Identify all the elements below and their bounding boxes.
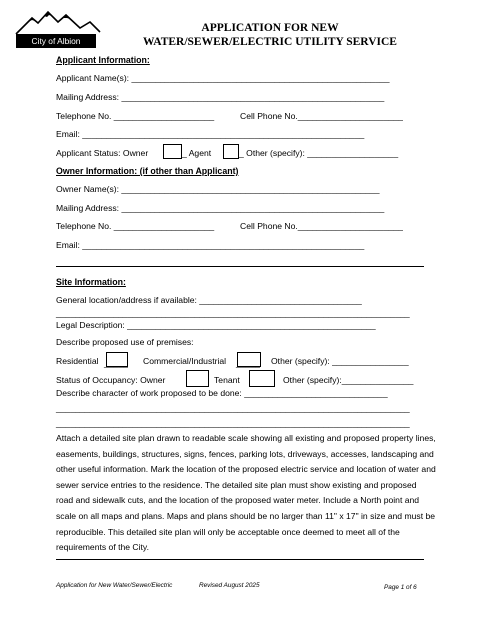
applicant-email-field[interactable]: Email: ___________________________________________________________ [56, 129, 365, 139]
footer-revised: Revised August 2025 [199, 582, 260, 589]
use-label: Describe proposed use of premises: [56, 337, 194, 347]
applicant-mailing-field[interactable]: Mailing Address: _______________________________________________________ [56, 92, 385, 102]
form-title-line1: APPLICATION FOR NEW [201, 22, 339, 34]
work-description-line3[interactable]: __________________________________________________________________________ [56, 418, 410, 428]
residential-label: Residential [56, 356, 99, 366]
owner-mailing-field[interactable]: Mailing Address: _______________________________________________________ [56, 203, 385, 213]
bottom-divider [56, 559, 424, 560]
owner-name-field[interactable]: Owner Name(s): ______________________________________________________ [56, 184, 380, 194]
city-logo-label: City of Albion [16, 34, 96, 48]
occupancy-label: Status of Occupancy: Owner [56, 375, 166, 385]
site-location-field[interactable]: General location/address if available: __________________________________ [56, 295, 362, 305]
status-agent-label: _ Agent [182, 148, 212, 158]
residential-blank: _____ [104, 358, 128, 368]
status-owner-checkbox[interactable] [163, 144, 182, 159]
applicant-heading: Applicant Information: [56, 55, 150, 65]
site-location-line2[interactable]: __________________________________________________________________________ [56, 308, 410, 318]
site-heading: Site Information: [56, 277, 126, 287]
status-agent-checkbox[interactable] [223, 144, 239, 159]
other-use-field[interactable]: Other (specify): ________________ [271, 356, 409, 366]
owner-telephone-field[interactable]: Telephone No. _____________________ [56, 221, 215, 231]
mountain-logo-icon [14, 4, 102, 36]
site-plan-instructions: Attach a detailed site plan drawn to readable scale showing all existing and proposed property lines, easements, buildings, structures, signs, fences, parking lots, driveways, accesses, landscaping and other useful information. Mark the location of the proposed electric service and location of water and sewer service entries to the residence. The detailed site plan must show existing and proposed road and sidewalk cuts, and the location of the proposed water meter. Include a North point and scale on all maps and plans. Maps and plans should be no larger than 11" x 17" in size and must be reproducible. This detailed site plan will only be acceptable once deemed to meet all of the requirements of the City. [56, 433, 436, 553]
tenant-label: Tenant [214, 375, 240, 385]
occupancy-owner-checkbox[interactable] [186, 370, 209, 387]
footer-page-number: Page 1 of 6 [384, 584, 417, 591]
occupancy-tenant-checkbox[interactable] [249, 370, 275, 387]
status-other-field[interactable]: _ Other (specify): ___________________ [239, 148, 399, 158]
footer-form-name: Application for New Water/Sewer/Electric [56, 582, 173, 589]
owner-email-field[interactable]: Email: ___________________________________________________________ [56, 240, 365, 250]
work-description-line2[interactable]: __________________________________________________________________________ [56, 403, 410, 413]
section-divider [56, 266, 424, 267]
applicant-status-label: Applicant Status: Owner [56, 148, 149, 158]
commercial-blank: _____ [236, 358, 260, 368]
site-legal-field[interactable]: Legal Description: ____________________________________________________ [56, 320, 376, 330]
applicant-cell-field[interactable]: Cell Phone No.______________________ [240, 111, 403, 121]
work-description-field[interactable]: Describe character of work proposed to be done: ______________________________ [56, 388, 388, 398]
owner-heading: Owner Information: (if other than Applicant) [56, 166, 239, 176]
form-title-line2: WATER/SEWER/ELECTRIC UTILITY SERVICE [143, 36, 397, 48]
applicant-name-field[interactable]: Applicant Name(s): ______________________________________________________ [56, 73, 390, 83]
commercial-label: Commercial/Industrial [143, 356, 227, 366]
applicant-telephone-field[interactable]: Telephone No. _____________________ [56, 111, 215, 121]
other-occupancy-field[interactable]: Other (specify):_______________ [283, 375, 414, 385]
owner-cell-field[interactable]: Cell Phone No.______________________ [240, 221, 403, 231]
